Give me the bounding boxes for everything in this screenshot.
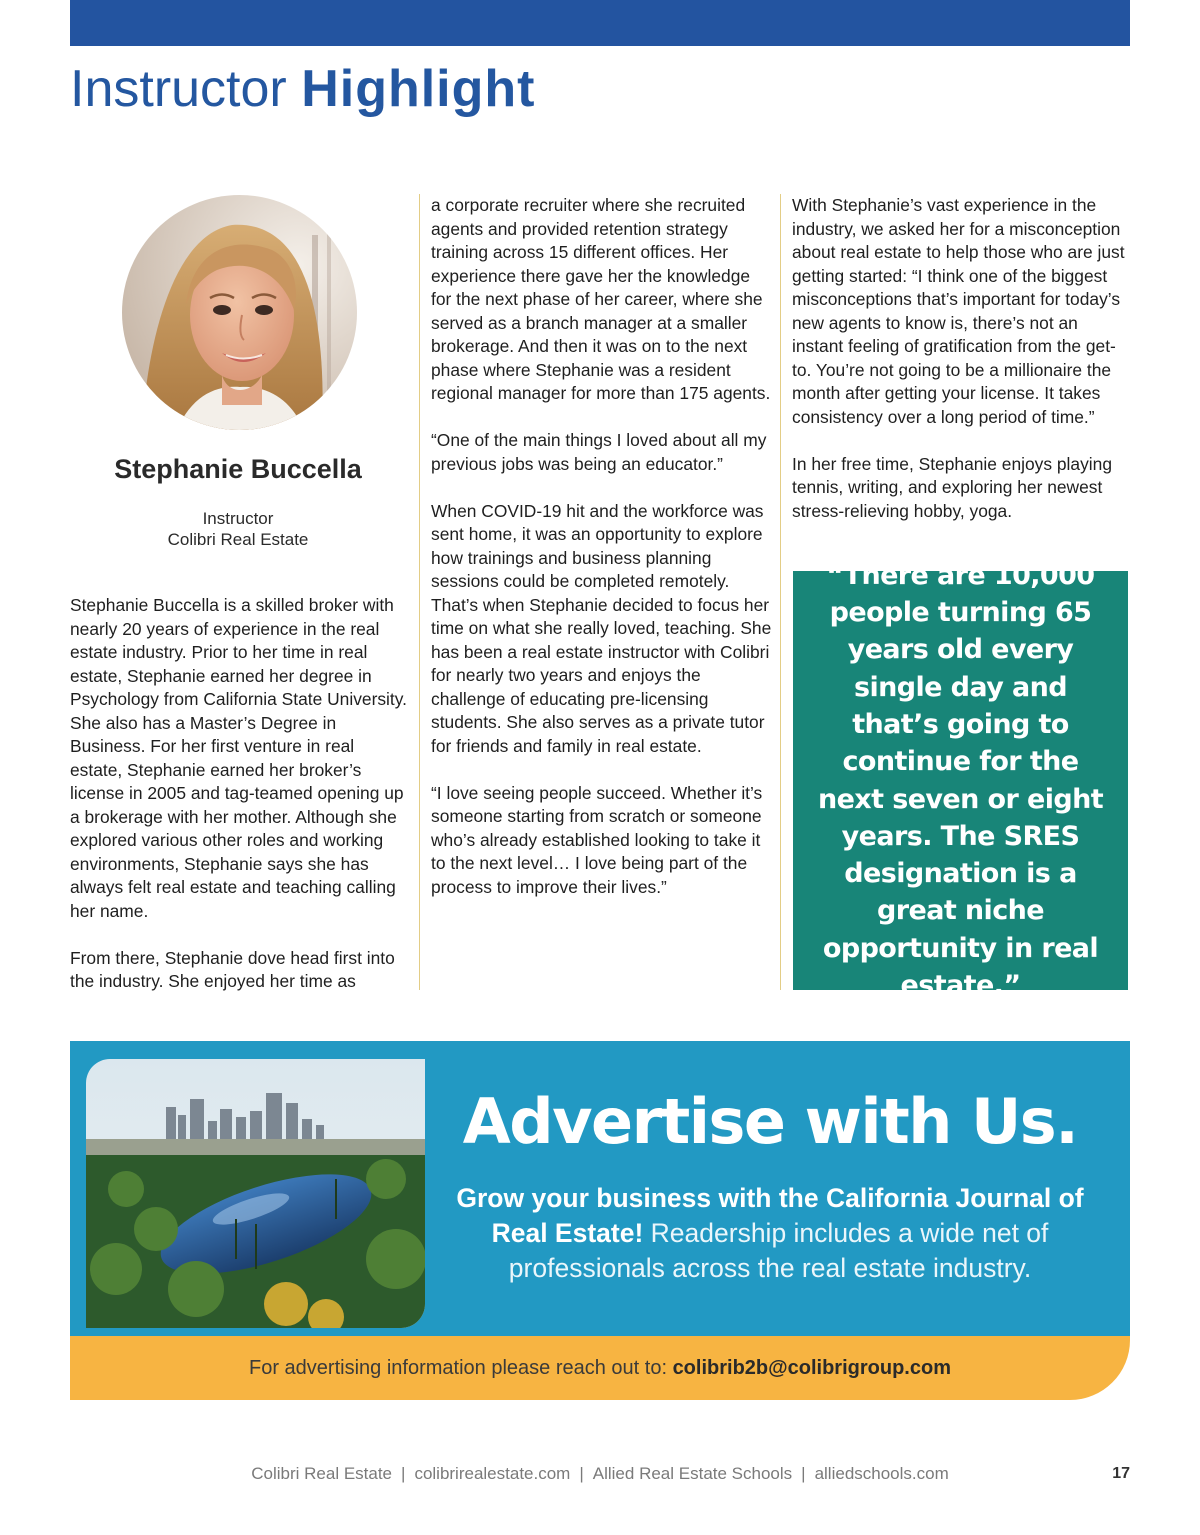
article-column-2: [431, 194, 773, 923]
advertise-body: Readership includes a wide net of professionals across the real estate industry.: [508, 1218, 1049, 1283]
instructor-role: Instructor: [202, 509, 274, 528]
page-title-light: Instructor: [70, 60, 287, 118]
footer-link-colibri[interactable]: colibrirealestate.com: [414, 1464, 571, 1483]
footer-separator: |: [801, 1464, 806, 1483]
footer-separator: |: [579, 1464, 584, 1483]
article-paragraph: Stephanie Buccella is a skilled broker with nearly 20 years of experience in the real estate industry. Prior to her time in real estate, Stephanie earned her degree in Psychology from California State University. She also has a Master’s Degree in Business. For her first venture in real estate, Stephanie earned her broker’s license in 2005 and tag-teamed opening up a brokerage with her mother. Although she explored various other roles and working environments, Stephanie says she has always felt real estate and teaching calling her name.: [70, 595, 407, 921]
instructor-role-block: [70, 508, 406, 550]
advertise-lead: Grow your business with the California Journal of Real Estate!: [456, 1183, 1084, 1248]
article-paragraph: “One of the main things I loved about all my previous jobs was being an educator.”: [431, 430, 767, 474]
column-divider-1: [419, 194, 420, 990]
article-paragraph: From there, Stephanie dove head first into the industry. She enjoyed her time as: [70, 947, 395, 991]
article-paragraph: a corporate recruiter where she recruited agents and provided retention strategy training across 15 different offices. Her experience there gave her the knowledge for the next phase of her career, where she served as a branch manager at a smaller brokerage. And then it was on to the next phase where Stephanie was a resident regional manager for more than 175 agents.: [431, 195, 771, 403]
article-column-3: [792, 194, 1132, 547]
page-title: [70, 58, 535, 120]
top-color-bar: [70, 0, 1130, 46]
advertising-contact-bar: [70, 1336, 1130, 1400]
portrait-illustration: [122, 195, 357, 430]
city-skyline-illustration: [86, 1059, 425, 1328]
article-paragraph: When COVID-19 hit and the workforce was sent home, it was an opportunity to explore how trainings and business planning sessions could be completed remotely. That’s when Stephanie decided to focus her time on what she really loved, teaching. She has been a real estate instructor with Colibri for nearly two years and enjoys the challenge of educating pre-licensing students. She also serves as a private tutor for friends and family in real estate.: [431, 500, 772, 756]
advertise-description: [450, 1181, 1090, 1286]
article-paragraph: “I love seeing people succeed. Whether it’s someone starting from scratch or someone who’s already established looking to take it to the next level… I love being part of the process to improve their lives.”: [431, 782, 763, 897]
article-paragraph: With Stephanie’s vast experience in the industry, we asked her for a misconception about real estate to help those who are just getting started: “I think one of the biggest misconceptions that’s important for today’s new agents to know is, there’s not an instant feeling of gratification from the get-to. You’re not going to be a millionaire the month after getting your license. It takes consistency over a long period of time.”: [792, 195, 1125, 427]
contact-label: For advertising information please reach out to:: [249, 1357, 673, 1379]
footer-link-allied[interactable]: alliedschools.com: [814, 1464, 949, 1483]
page-number: 17: [1112, 1465, 1130, 1482]
pull-quote-box: [793, 559, 1128, 1001]
footer-separator: |: [401, 1464, 406, 1483]
instructor-name: Stephanie Buccella: [114, 454, 362, 484]
advertise-banner: [70, 1041, 1130, 1336]
portrait-photo: [122, 195, 357, 430]
contact-email-link[interactable]: colibrib2b@colibrigroup.com: [672, 1357, 951, 1379]
column-divider-2: [780, 194, 781, 990]
page-title-bold: Highlight: [301, 60, 536, 118]
advertise-title: Advertise with Us.: [462, 1085, 1078, 1158]
city-skyline-photo: [86, 1059, 425, 1328]
page-footer: [200, 1462, 1000, 1486]
article-paragraph: In her free time, Stephanie enjoys playing tennis, writing, and exploring her newest stress-relieving hobby, yoga.: [792, 453, 1112, 521]
instructor-company: Colibri Real Estate: [167, 530, 309, 549]
article-column-1: [70, 594, 410, 1017]
pull-quote-text: “There are 10,000 people turning 65 years old every single day and that’s going to continue for the next seven or eight years. The SRES designation is a great niche opportunity in real estate.”: [817, 559, 1104, 1001]
footer-brand-allied: Allied Real Estate Schools: [592, 1464, 793, 1483]
footer-brand: Colibri Real Estate: [251, 1464, 393, 1483]
